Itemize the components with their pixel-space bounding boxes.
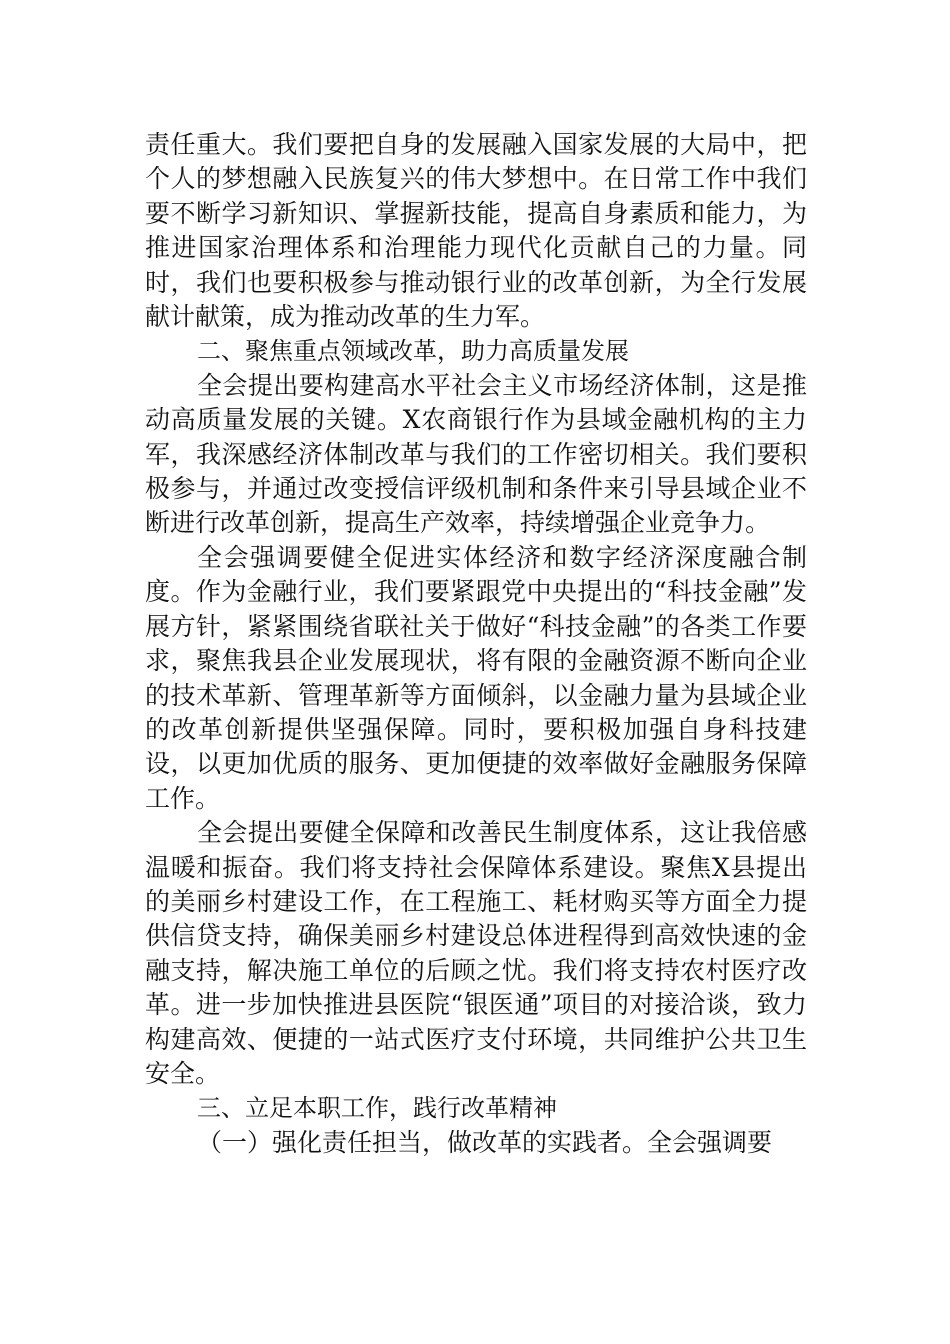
paragraph-livelihood: 全会提出要健全保障和改善民生制度体系，这让我倍感温暖和振奋。我们将支持社会保障体系建设。聚焦X县提出的美丽乡村建设工作，在工程施工、耗材购买等方面全力提供信贷支持，确保美丽乡村建设总体进程得到高效快速的金融支持，解决施工单位的后顾之忧。我们将支持农村医疗改革。进一步加快推进县医院“银医通”项目的对接洽谈，致力构建高效、便捷的一站式医疗支付环境，共同维护公共卫生安全。 bbox=[145, 818, 807, 1088]
paragraph-digital-economy: 全会强调要健全促进实体经济和数字经济深度融合制度。作为金融行业，我们要紧跟党中央提出的“科技金融”发展方针，紧紧围绕省联社关于做好“科技金融”的各类工作要求，聚焦我县企业发展现状，将有限的金融资源不断向企业的技术革新、管理革新等方面倾斜，以金融力量为县域企业的改革创新提供坚强保障。同时，要积极加强自身科技建设，以更加优质的服务、更加便捷的效率做好金融服务保障工作。 bbox=[145, 542, 807, 813]
section-heading-3: 三、立足本职工作，践行改革精神 bbox=[197, 1094, 557, 1123]
document-body bbox=[145, 128, 807, 1160]
paragraph-economic-system: 全会提出要构建高水平社会主义市场经济体制，这是推动高质量发展的关键。X农商银行作为县域金融机构的主力军，我深感经济体制改革与我们的工作密切相关。我们要积极参与，并通过改变授信评级机制和条件来引导县域企业不断进行改革创新，提高生产效率，持续增强企业竞争力。 bbox=[145, 370, 807, 538]
paragraph-continuation: 责任重大。我们要把自身的发展融入国家发展的大局中，把个人的梦想融入民族复兴的伟大梦想中。在日常工作中我们要不断学习新知识、掌握新技能，提高自身素质和能力，为推进国家治理体系和治理能力现代化贡献自己的力量。同时，我们也要积极参与推动银行业的改革创新，为全行发展献计献策，成为推动改革的生力军。 bbox=[145, 130, 807, 332]
subsection-heading-1: （一）强化责任担当，做改革的实践者。全会强调要 bbox=[197, 1127, 773, 1157]
section-heading-2: 二、聚焦重点领域改革，助力高质量发展 bbox=[197, 337, 629, 366]
